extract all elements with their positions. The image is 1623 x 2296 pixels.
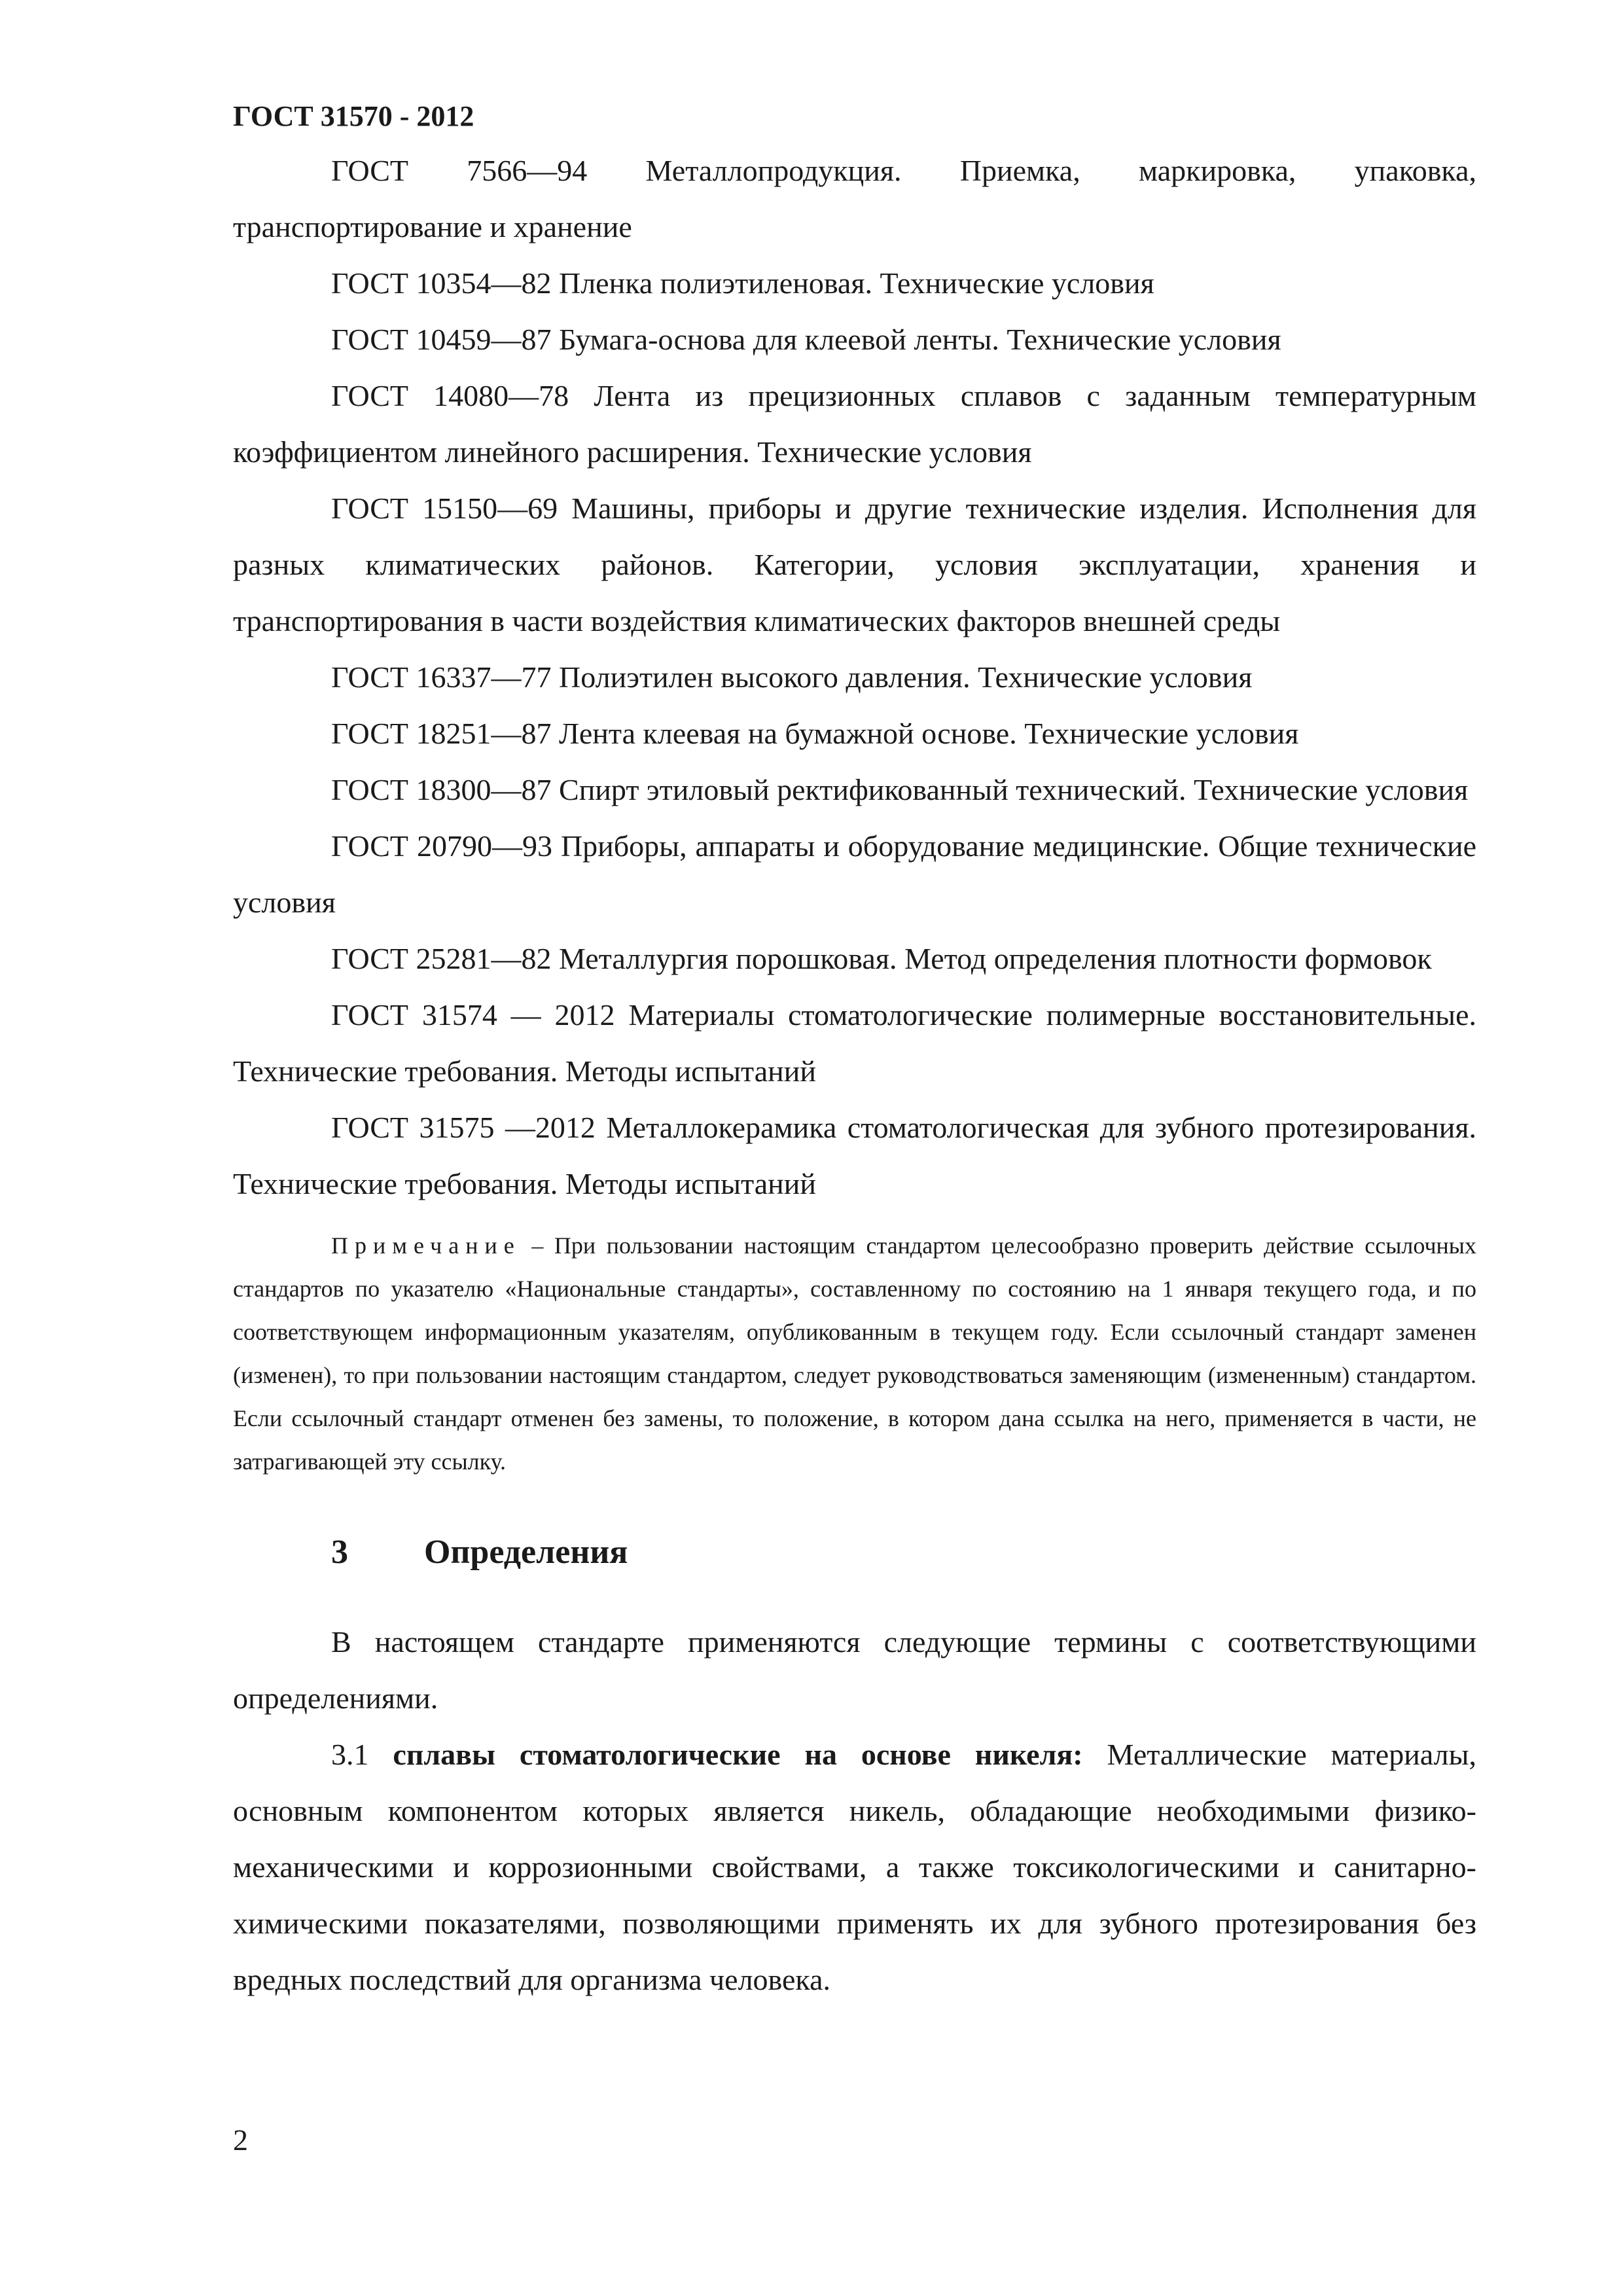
reference-item: ГОСТ 15150—69 Машины, приборы и другие технические изделия. Исполнения для разных климатических районов. Категории, условия эксплуатации, хранения и транспортирования в части воздействия климатических факторов внешней среды xyxy=(233,492,1476,637)
definition-number: 3.1 xyxy=(331,1738,369,1771)
reference-item: ГОСТ 18251—87 Лента клеевая на бумажной основе. Технические условия xyxy=(331,717,1299,750)
section-heading xyxy=(233,1533,1476,1572)
reference-item: ГОСТ 10354—82 Пленка полиэтиленовая. Технические условия xyxy=(331,266,1154,300)
note-label: Примечание xyxy=(331,1232,521,1259)
normative-references-list xyxy=(233,143,1476,1212)
reference-item: ГОСТ 18300—87 Спирт этиловый ректификованный технический. Технические условия xyxy=(331,773,1469,806)
section-number: 3 xyxy=(331,1534,348,1571)
definition-text: Металлические материалы, основным компонентом которых является никель, обладающие необходимыми физико-механическими и коррозионными свойствами, а также токсикологическими и санитарно-химическими показателями, позволяющими применять их для зубного протезирования без вредных последствий для организма человека. xyxy=(233,1738,1477,1996)
section-title: Определения xyxy=(424,1534,628,1571)
section-intro: В настоящем стандарте применяются следующие термины с соответствующими определениями. xyxy=(233,1625,1476,1715)
definition-paragraph xyxy=(233,1727,1476,2008)
document-page xyxy=(233,98,1476,2008)
reference-item: ГОСТ 25281—82 Металлургия порошковая. Метод определения плотности формовок xyxy=(331,942,1432,975)
reference-item: ГОСТ 7566—94 Металлопродукция. Приемка, маркировка, упаковка, транспортирование и хранение xyxy=(233,154,1476,243)
reference-item: ГОСТ 20790—93 Приборы, аппараты и оборудование медицинские. Общие технические условия xyxy=(233,829,1476,919)
note-paragraph xyxy=(233,1224,1476,1483)
reference-item: ГОСТ 14080—78 Лента из прецизионных сплавов с заданным температурным коэффициентом линейного расширения. Технические условия xyxy=(233,379,1476,469)
reference-item: ГОСТ 31575 —2012 Металлокерамика стоматологическая для зубного протезирования. Технические требования. Методы испытаний xyxy=(233,1111,1476,1200)
reference-item: ГОСТ 16337—77 Полиэтилен высокого давления. Технические условия xyxy=(331,660,1253,694)
reference-item: ГОСТ 10459—87 Бумага-основа для клеевой ленты. Технические условия xyxy=(331,323,1281,356)
page-number: 2 xyxy=(233,2123,248,2157)
document-header: ГОСТ 31570 - 2012 xyxy=(233,100,474,132)
reference-item: ГОСТ 31574 — 2012 Материалы стоматологические полимерные восстановительные. Технические требования. Методы испытаний xyxy=(233,998,1476,1088)
note-text: – При пользовании настоящим стандартом целесообразно проверить действие ссылочных стандартов по указателю «Национальные стандарты», составленному по состоянию на 1 января текущего года, и по соответствующем информационным указателям, опубликованным в текущем году. Если ссылочный стандарт заменен (изменен), то при пользовании настоящим стандартом, следует руководствоваться заменяющим (измененным) стандартом. Если ссылочный стандарт отменен без замены, то положение, в котором дана ссылка на него, применяется в части, не затрагивающей эту ссылку. xyxy=(233,1232,1476,1475)
definition-term: сплавы стоматологические на основе никеля: xyxy=(393,1738,1083,1771)
